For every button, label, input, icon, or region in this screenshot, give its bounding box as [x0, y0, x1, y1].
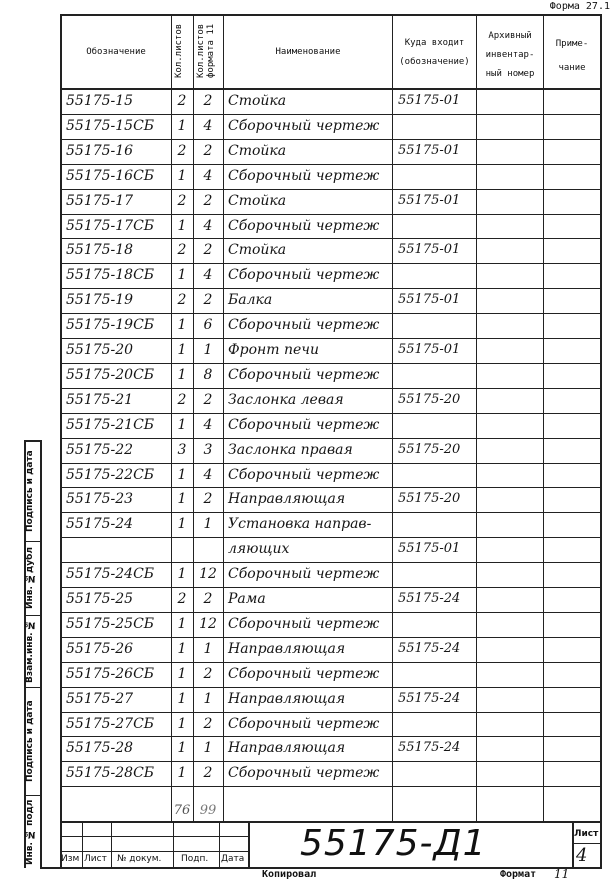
- row-sheets: 1: [177, 715, 187, 732]
- row-sheets: 1: [177, 416, 187, 433]
- row-divider: [60, 662, 602, 663]
- row-name: Направляющая: [228, 640, 346, 657]
- row-sheets: 1: [177, 466, 187, 483]
- row-designation: 55175-16СБ: [66, 167, 155, 184]
- header-sheet-count-format: Кол.листов формата 11: [196, 23, 216, 79]
- row-name: Сборочный чертеж: [228, 715, 380, 732]
- row-divider: [60, 164, 602, 165]
- row-sheets-format: 1: [203, 516, 213, 533]
- form-label: Форма 27.1: [549, 1, 610, 12]
- header-archive-1: Архивный: [488, 31, 532, 41]
- row-name: Установка направ-: [228, 516, 372, 533]
- row-designation: 55175-17: [66, 192, 134, 209]
- row-divider: [60, 562, 602, 563]
- row-name: Сборочный чертеж: [228, 416, 380, 433]
- row-where-used: 55175-24: [398, 690, 461, 706]
- row-designation: 55175-21СБ: [66, 416, 155, 433]
- row-designation: 55175-18СБ: [66, 267, 155, 284]
- tb-col-list: Лист: [84, 854, 107, 864]
- header-note-1: Приме-: [555, 39, 589, 49]
- row-sheets-format: 4: [203, 217, 213, 234]
- row-name: Сборочный чертеж: [228, 217, 380, 234]
- row-where-used: 55175-01: [398, 242, 461, 258]
- row-divider: [60, 612, 602, 613]
- row-divider: [60, 363, 602, 364]
- row-name: Сборочный чертеж: [228, 366, 380, 383]
- row-where-used: 55175-01: [398, 292, 461, 308]
- row-sheets: 1: [177, 217, 187, 234]
- sidebar-inv-dubl: Инв. №дубл: [25, 547, 35, 610]
- row-designation: 55175-15СБ: [66, 117, 155, 134]
- footer-copied: Копировал: [262, 869, 317, 880]
- row-designation: 55175-27: [66, 690, 134, 707]
- row-name: Сборочный чертеж: [228, 267, 380, 284]
- row-sheets-format: 2: [203, 665, 213, 682]
- row-divider: [60, 786, 602, 787]
- row-sheets: 1: [177, 342, 187, 358]
- row-designation: 55175-24СБ: [66, 566, 155, 583]
- row-designation: 55175-25СБ: [66, 615, 155, 632]
- tb-col-sign: Подп.: [181, 854, 209, 864]
- row-where-used: 55175-01: [398, 93, 461, 108]
- row-sheets: 2: [177, 391, 187, 408]
- row-sheets: 1: [177, 690, 187, 707]
- row-name: Стойка: [228, 93, 287, 109]
- row-sheets-format: 2: [203, 292, 213, 309]
- row-divider: [60, 736, 602, 737]
- row-name: Сборочный чертеж: [228, 466, 380, 483]
- row-where-used: 55175-20: [398, 491, 461, 507]
- row-divider: [60, 487, 602, 488]
- row-designation: 55175-22: [66, 441, 134, 458]
- row-sheets-format: 3: [203, 441, 213, 458]
- row-sheets: 1: [177, 117, 187, 134]
- row-divider: [60, 338, 602, 339]
- row-sheets: 1: [177, 167, 187, 184]
- row-divider: [60, 761, 602, 762]
- row-sheets: 3: [177, 441, 187, 458]
- row-designation: 55175-22СБ: [66, 466, 155, 483]
- row-divider: [60, 687, 602, 688]
- row-sheets-format: 4: [203, 466, 213, 483]
- row-divider: [60, 537, 602, 538]
- row-sheets-format: 2: [203, 192, 213, 209]
- row-sheets: 1: [177, 366, 187, 383]
- row-designation: 55175-25: [66, 591, 134, 607]
- row-sheets-format: 2: [203, 491, 213, 508]
- row-sheets: 1: [177, 665, 187, 682]
- header-note-2: чание: [558, 63, 586, 73]
- row-name: Заслонка правая: [228, 441, 353, 458]
- row-sheets-format: 2: [203, 242, 213, 259]
- row-designation: 55175-19: [66, 292, 134, 309]
- row-name: ляющих: [228, 541, 290, 558]
- row-sheets: 1: [177, 640, 187, 657]
- row-divider: [60, 413, 602, 414]
- sidebar-vzam-inv: Взам.инв. №: [25, 619, 35, 683]
- row-where-used: 55175-01: [398, 192, 461, 208]
- footer-format-label: Формат: [500, 869, 537, 880]
- row-designation: 55175-24: [66, 516, 134, 533]
- row-name: Сборочный чертеж: [228, 566, 380, 583]
- row-name: Стойка: [228, 242, 287, 259]
- row-sheets-format: 2: [203, 715, 213, 732]
- row-sheets: 2: [177, 142, 187, 159]
- row-designation: 55175-18: [66, 242, 134, 259]
- row-sheets-format: 4: [203, 117, 213, 134]
- header-where-used-2: (обозначение): [399, 57, 470, 67]
- row-sheets: 2: [177, 242, 187, 259]
- row-name: Направляющая: [228, 740, 346, 757]
- tb-col-izm: Изм: [61, 854, 80, 864]
- row-designation: 55175-27СБ: [66, 715, 155, 732]
- header-archive-2: инвентар-: [485, 50, 535, 60]
- row-divider: [60, 189, 602, 190]
- row-designation: 55175-19СБ: [66, 317, 155, 334]
- row-sheets-format: 8: [203, 366, 213, 383]
- document-number: 55175-Д1: [300, 823, 487, 864]
- row-divider: [60, 214, 602, 215]
- row-name: Сборочный чертеж: [228, 117, 380, 134]
- sidebar-inv-podl: Инв. № подл: [25, 799, 35, 865]
- row-where-used: 55175-01: [398, 541, 461, 557]
- row-sheets-format: 2: [203, 591, 213, 607]
- row-sheets: 2: [177, 93, 187, 109]
- row-name: Сборочный чертеж: [228, 665, 380, 682]
- row-divider: [60, 388, 602, 389]
- row-designation: 55175-16: [66, 142, 134, 159]
- row-sheets: 1: [177, 267, 187, 284]
- row-designation: 55175-21: [66, 391, 134, 408]
- row-name: Сборочный чертеж: [228, 317, 380, 334]
- row-divider: [60, 637, 602, 638]
- footer-format-value: 11: [554, 867, 570, 881]
- row-divider: [60, 313, 602, 314]
- row-sheets-format: 1: [203, 690, 213, 707]
- row-divider: [60, 263, 602, 264]
- row-sheets: 1: [177, 566, 187, 583]
- header-archive-3: ный номер: [485, 69, 535, 79]
- row-sheets: 1: [177, 615, 187, 632]
- row-sheets-format: 1: [203, 342, 213, 358]
- row-designation: 55175-28: [66, 740, 134, 757]
- row-designation: 55175-26: [66, 640, 134, 657]
- row-name: Направляющая: [228, 690, 346, 707]
- row-divider: [60, 238, 602, 239]
- tb-col-date: Дата: [221, 854, 245, 864]
- header-name: Наименование: [275, 47, 341, 57]
- row-designation: 55175-20: [66, 342, 134, 358]
- row-where-used: 55175-24: [398, 591, 461, 606]
- row-sheets-format: 4: [203, 416, 213, 433]
- tb-sheet-value: 4: [576, 845, 588, 866]
- row-sheets: 1: [177, 740, 187, 757]
- row-where-used: 55175-20: [398, 441, 461, 457]
- row-divider: [60, 463, 602, 464]
- row-designation: 55175-15: [66, 93, 134, 109]
- row-name: Рама: [228, 591, 266, 607]
- row-sheets-format: 1: [203, 740, 213, 757]
- sidebar-sign-date-bottom: Подпись и дата: [25, 700, 35, 782]
- row-name: Стойка: [228, 142, 287, 159]
- row-designation: 55175-17СБ: [66, 217, 155, 234]
- row-sheets: 1: [177, 491, 187, 508]
- row-sheets-format: 2: [203, 391, 213, 408]
- row-sheets: 2: [177, 292, 187, 309]
- row-where-used: 55175-01: [398, 142, 461, 158]
- row-sheets-format: 6: [203, 317, 213, 334]
- header-where-used-1: Куда входит: [404, 38, 465, 48]
- header-sheet-count: Кол.листов: [174, 23, 184, 79]
- row-designation: 55175-26СБ: [66, 665, 155, 682]
- tb-sheet-label: Лист: [574, 829, 599, 839]
- row-designation: 55175-20СБ: [66, 366, 155, 383]
- row-sheets: 1: [177, 317, 187, 334]
- row-sheets: 2: [177, 192, 187, 209]
- row-divider: [60, 587, 602, 588]
- row-divider: [60, 512, 602, 513]
- row-where-used: 55175-20: [398, 391, 461, 407]
- row-divider: [60, 114, 602, 115]
- header-designation: Обозначение: [86, 47, 146, 57]
- row-name: Стойка: [228, 192, 287, 209]
- row-sheets-format: 12: [199, 615, 217, 632]
- row-where-used: 55175-01: [398, 342, 461, 357]
- row-divider: [60, 288, 602, 289]
- total-sheets-format: 99: [199, 803, 217, 818]
- row-sheets-format: 2: [203, 93, 213, 109]
- row-sheets-format: 4: [203, 167, 213, 184]
- row-designation: 55175-23: [66, 491, 134, 508]
- row-name: Сборочный чертеж: [228, 615, 380, 632]
- row-name: Фронт печи: [228, 342, 319, 358]
- row-sheets-format: 12: [199, 566, 217, 583]
- row-name: Заслонка левая: [228, 391, 344, 408]
- row-name: Балка: [228, 292, 273, 309]
- row-name: Сборочный чертеж: [228, 167, 380, 184]
- row-sheets-format: 2: [203, 142, 213, 159]
- row-sheets: 2: [177, 591, 187, 607]
- row-sheets: 1: [177, 765, 187, 782]
- row-divider: [60, 139, 602, 140]
- row-divider: [60, 712, 602, 713]
- total-sheets: 76: [173, 803, 191, 818]
- row-where-used: 55175-24: [398, 740, 461, 756]
- row-divider: [60, 438, 602, 439]
- sidebar-sign-date-top: Подпись и дата: [25, 450, 35, 532]
- tb-col-doc: № докум.: [117, 854, 162, 864]
- row-designation: 55175-28СБ: [66, 765, 155, 782]
- row-name: Сборочный чертеж: [228, 765, 380, 782]
- row-sheets-format: 1: [203, 640, 213, 657]
- row-name: Направляющая: [228, 491, 346, 508]
- row-where-used: 55175-24: [398, 640, 461, 656]
- row-sheets-format: 4: [203, 267, 213, 284]
- row-sheets-format: 2: [203, 765, 213, 782]
- row-sheets: 1: [177, 516, 187, 533]
